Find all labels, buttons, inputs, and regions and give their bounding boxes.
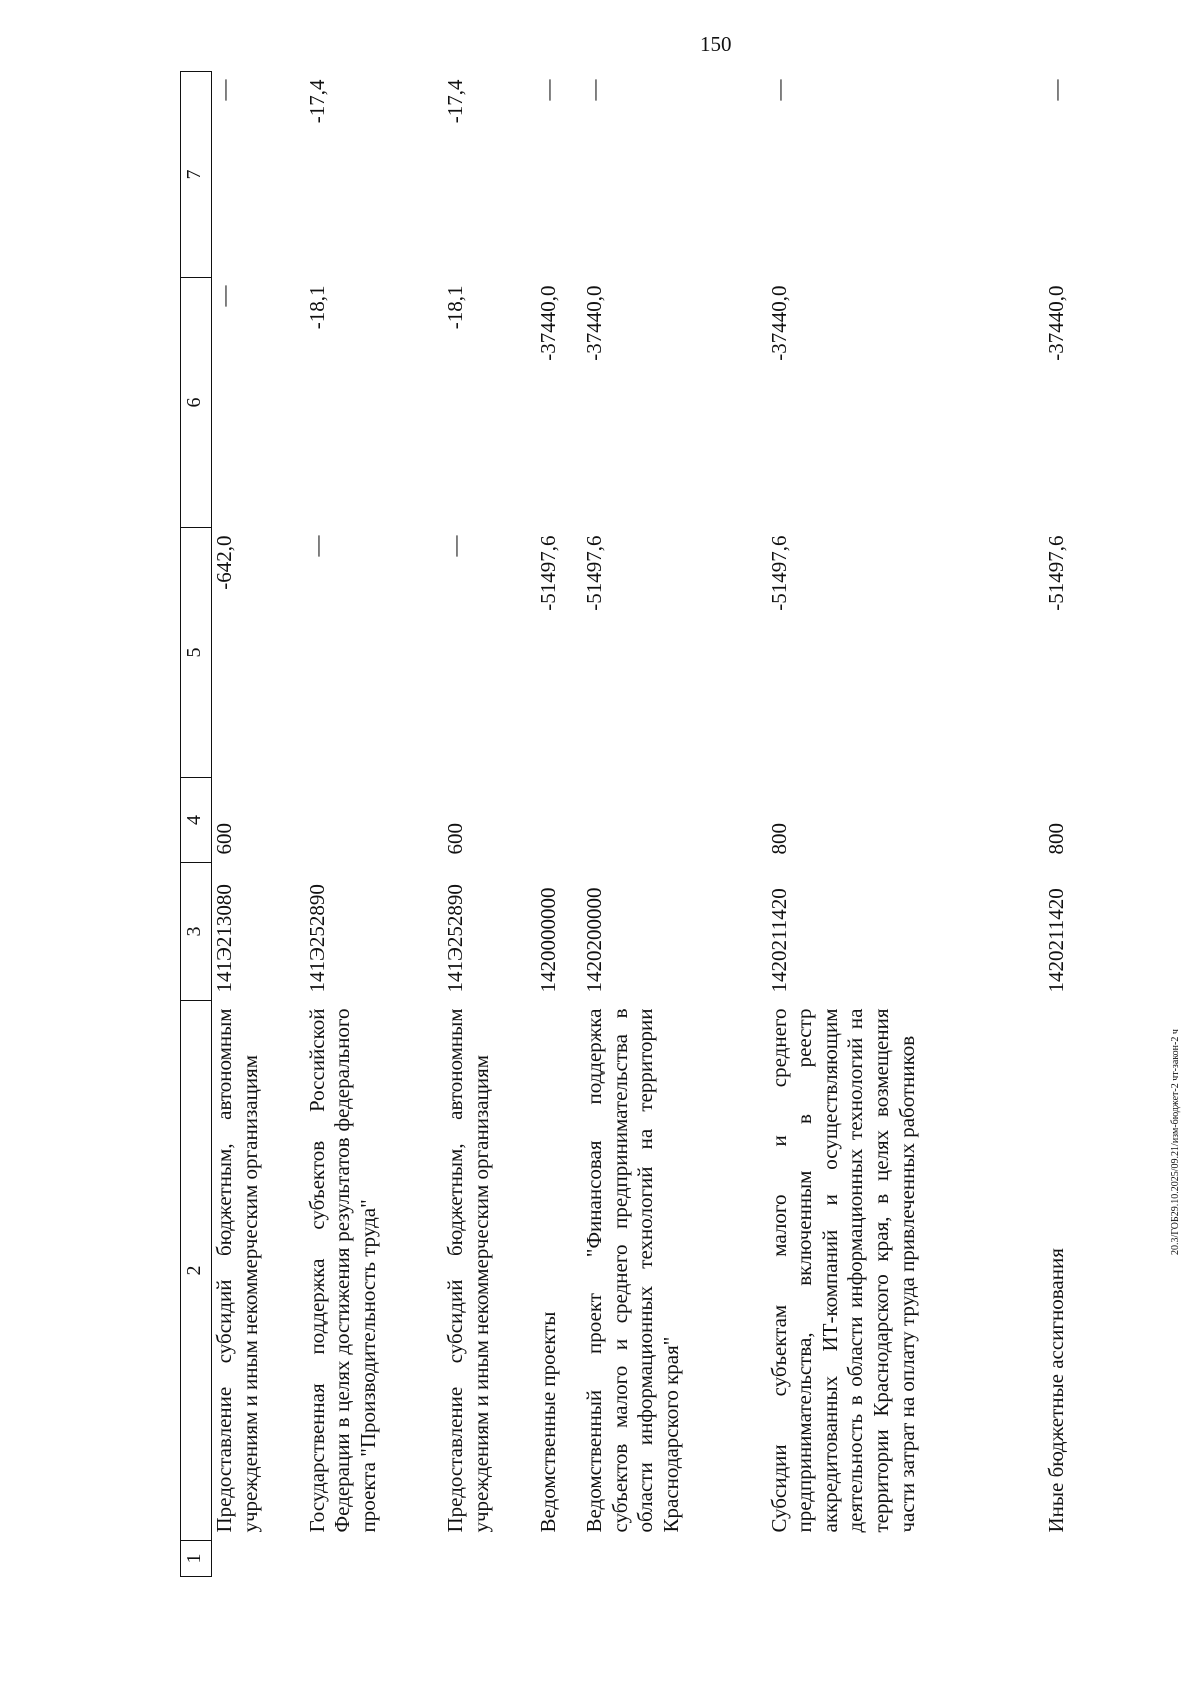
amount-col5: -51497,6 <box>535 535 560 611</box>
item-name: Предоставление субсидий бюджетным, автономным учреждениям и иным некоммерческим организациям <box>212 1008 262 1533</box>
amount-col7: — <box>581 79 606 101</box>
table-row <box>305 72 444 1577</box>
amount-col5: -642,0 <box>212 535 236 590</box>
amount-col7: -17,4 <box>304 79 329 124</box>
header-cell: 5 <box>181 528 212 778</box>
amount-col7: -17,4 <box>443 79 468 124</box>
amount-col6: -18,1 <box>304 285 329 330</box>
row-number <box>767 1541 1044 1577</box>
target-code: 1420211420 <box>1043 888 1068 993</box>
row-number <box>443 1541 535 1577</box>
row-number <box>536 1541 582 1577</box>
amount-col5: -51497,6 <box>581 535 606 611</box>
expense-type: 800 <box>766 823 791 855</box>
header-cell: 2 <box>181 1001 212 1541</box>
amount-col7: — <box>535 79 560 101</box>
table-row <box>212 72 305 1577</box>
expense-type <box>536 778 582 863</box>
table-row <box>582 72 767 1577</box>
table-row <box>767 72 1044 1577</box>
budget-table-container <box>180 72 1090 1577</box>
table-row <box>1044 72 1090 1577</box>
target-code: 1420000000 <box>535 887 560 993</box>
header-cell: 4 <box>181 778 212 863</box>
header-cell: 1 <box>181 1541 212 1577</box>
header-cell: 3 <box>181 863 212 1001</box>
amount-col7: — <box>766 79 791 101</box>
target-code: 1420211420 <box>766 888 791 993</box>
item-name: Иные бюджетные ассигнования <box>1043 1248 1068 1533</box>
amount-col7: — <box>1043 79 1068 101</box>
amount-col5: -51497,6 <box>1043 535 1068 611</box>
amount-col6: -37440,0 <box>535 285 560 361</box>
amount-col7: — <box>212 79 236 101</box>
row-number <box>212 1541 305 1577</box>
target-code: 1420200000 <box>581 887 606 993</box>
target-code: 141Э252890 <box>443 884 468 993</box>
footer-code: 20.3/ГОБ29.10.2025/09.21/изм-бюджет-2 чт-закон-2 ч <box>1170 1029 1181 1255</box>
header-cell: 6 <box>181 278 212 528</box>
expense-type <box>305 778 444 863</box>
amount-col6: -18,1 <box>443 285 468 330</box>
amount-col6: -37440,0 <box>1043 285 1068 361</box>
budget-table <box>180 71 1090 1577</box>
expense-type: 800 <box>1043 823 1068 855</box>
amount-col5: — <box>443 535 468 557</box>
header-row <box>181 72 212 1577</box>
amount-col5: — <box>304 535 329 557</box>
amount-col6: -37440,0 <box>766 285 791 361</box>
item-name: Ведомственные проекты <box>535 1311 560 1533</box>
expense-type: 600 <box>212 823 236 855</box>
row-number <box>305 1541 444 1577</box>
row-number <box>1044 1541 1090 1577</box>
item-name: Субсидии субъектам малого и среднего предпринимательства, включенным в реестр аккредитованных ИТ-компаний и осуществляющим деятельность в области информационных технологий на территории Краснодарского края, в целях возмещения части затрат на оплату труда привлеченных работников <box>766 1008 919 1533</box>
table-row <box>443 72 535 1577</box>
table-row <box>536 72 582 1577</box>
amount-col6: — <box>212 285 236 307</box>
header-cell: 7 <box>181 72 212 278</box>
amount-col6: -37440,0 <box>581 285 606 361</box>
row-number <box>582 1541 767 1577</box>
item-name: Предоставление субсидий бюджетным, автономным учреждениям и иным некоммерческим организациям <box>443 1008 493 1533</box>
target-code: 141Э252890 <box>304 884 329 993</box>
item-name: Ведомственный проект "Финансовая поддержка субъектов малого и среднего предпринимательства в области информационных технологий на территории Краснодарского края" <box>581 1008 683 1533</box>
expense-type: 600 <box>443 823 468 855</box>
amount-col5: -51497,6 <box>766 535 791 611</box>
page-number: 150 <box>700 32 732 56</box>
expense-type <box>582 778 767 863</box>
target-code: 141Э213080 <box>212 884 236 993</box>
item-name: Государственная поддержка субъектов Российской Федерации в целях достижения результатов федерального проекта "Производительность труда" <box>304 1008 380 1533</box>
